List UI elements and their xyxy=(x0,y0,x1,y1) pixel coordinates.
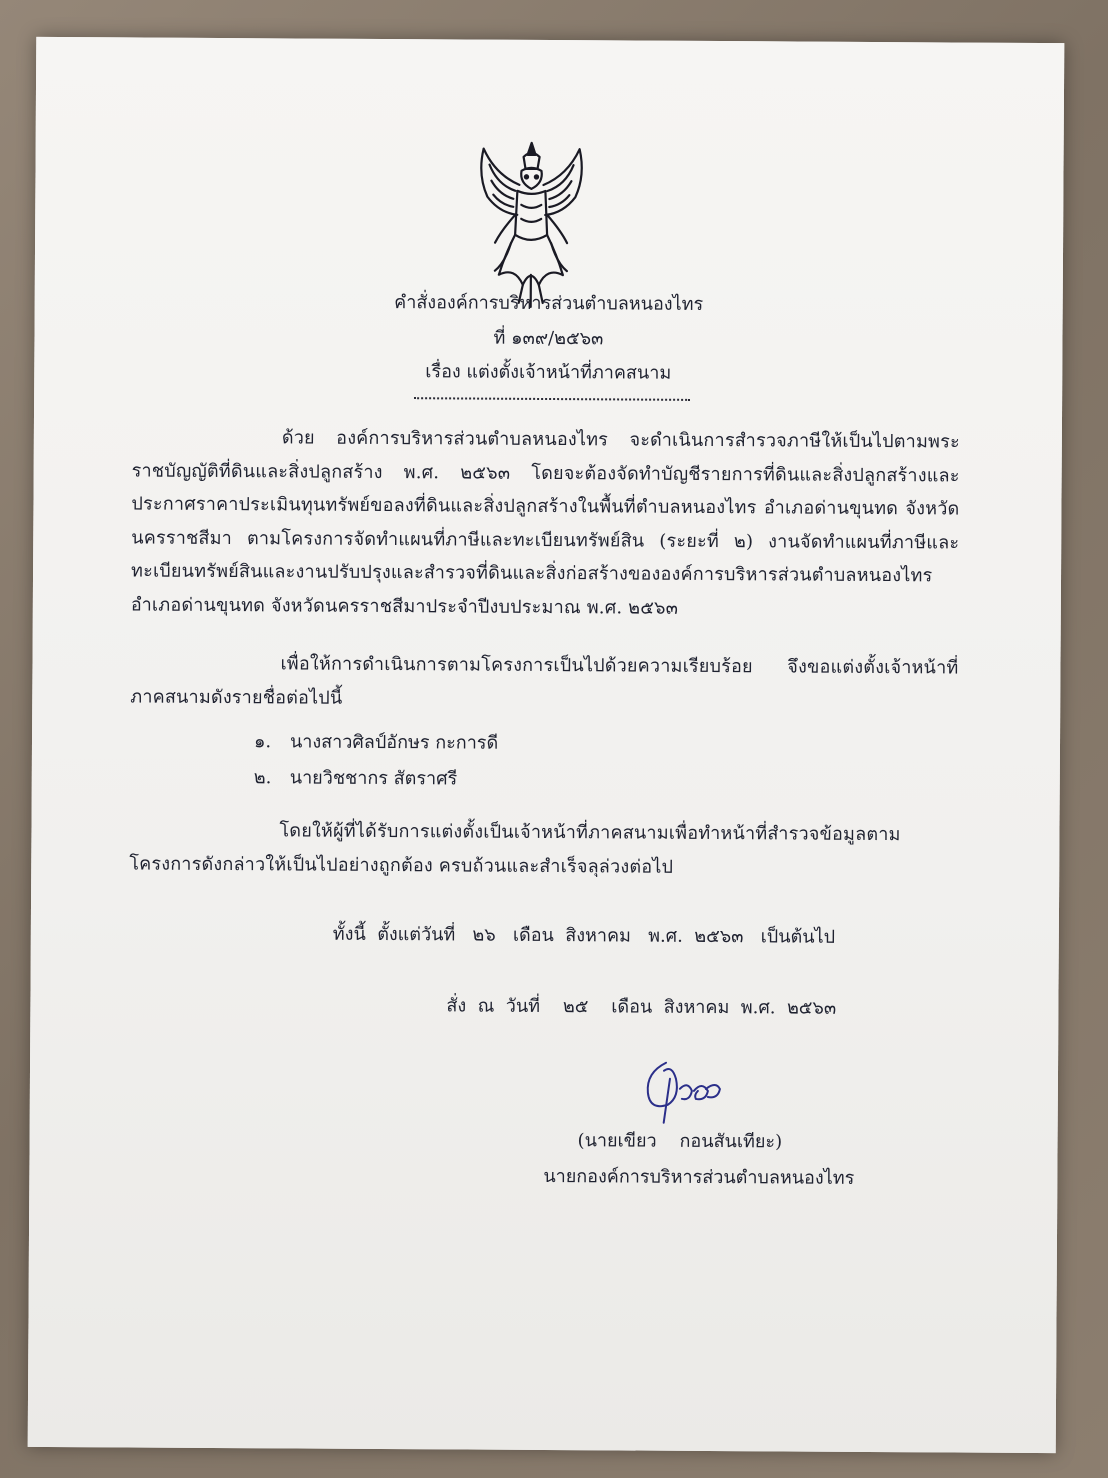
effective-date: ทั้งนี้ ตั้งแต่วันที่ ๒๖ เดือน สิงหาคม พ.ศ. ๒๕๖๓ เป็นต้นไป xyxy=(332,923,836,948)
body-paragraph-3: โดยให้ผู้ที่ได้รับการแต่งตั้งเป็นเจ้าหน้าที่ภาคสนามเพื่อทำหน้าที่สำรวจข้อมูลตามโครงการดังกล่าวให้เป็นไปอย่างถูกต้อง ครบถ้วนและสำเร็จลุล่วงต่อไป xyxy=(129,820,901,878)
appointee-name: นายวิชชากร สัตราศรี xyxy=(289,767,458,790)
appointee-2 xyxy=(254,762,458,792)
appointee-number: ๑. xyxy=(253,731,272,753)
appointee-number: ๒. xyxy=(253,767,272,789)
separator-dotted-line xyxy=(414,397,690,401)
appointee-name: นางสาวศิลป์อักษร กะการดี xyxy=(289,731,499,754)
order-number: ที่ ๑๓๙/๒๕๖๓ xyxy=(493,327,604,350)
signatory-position: นายกองค์การบริหารส่วนตำบลหนองไทร xyxy=(543,1165,855,1189)
signatory-name: (นายเขียว กอนสันเทียะ) xyxy=(577,1130,783,1153)
appointee-1 xyxy=(254,726,498,756)
document-page xyxy=(28,37,1065,1453)
handwritten-signature xyxy=(636,1059,726,1126)
ordered-date: สั่ง ณ วันที่ ๒๕ เดือน สิงหาคม พ.ศ. ๒๕๖๓ xyxy=(446,995,837,1019)
body-paragraph-1: ด้วย องค์การบริหารส่วนตำบลหนองไทร จะดำเนินการสำรวจภาษีให้เป็นไปตามพระราชบัญญัติที่ดินและสิ่งปลูกสร้าง พ.ศ. ๒๕๖๓ โดยจะต้องจัดทำบัญชีรายการที่ดินและสิ่งปลูกสร้างและประกาศราคาประเมินทุนทรัพย์ขอลงที่ดินและสิ่งปลูกสร้างในพื้นที่ตำบลหนองไทร อำเภอด่านขุนทด จังหวัดนครราชสีมา ตามโครงการจัดทำแผนที่ภาษีและทะเบียนทรัพย์สิน (ระยะที่ ๒) งานจัดทำแผนที่ภาษีและทะเบียนทรัพย์สินและงานปรับปรุงและสำรวจที่ดินและสิ่งก่อสร้างขององค์การบริหารส่วนตำบลหนองไทร อำเภอด่านขุนทด จังหวัดนครราชสีมาประจำปีงบประมาณ พ.ศ. ๒๕๖๓ xyxy=(130,427,960,619)
body-paragraph-2: เพื่อให้การดำเนินการตามโครงการเป็นไปด้วยความเรียบร้อย จึงขอแต่งตั้งเจ้าหน้าที่ภาคสนามดังรายชื่อต่อไปนี้ xyxy=(130,653,959,709)
garuda-emblem-icon xyxy=(465,134,598,310)
order-subject: เรื่อง แต่งตั้งเจ้าหน้าที่ภาคสนาม xyxy=(425,361,672,384)
order-title: คำสั่งองค์การบริหารส่วนตำบลหนองไทร xyxy=(394,292,704,315)
